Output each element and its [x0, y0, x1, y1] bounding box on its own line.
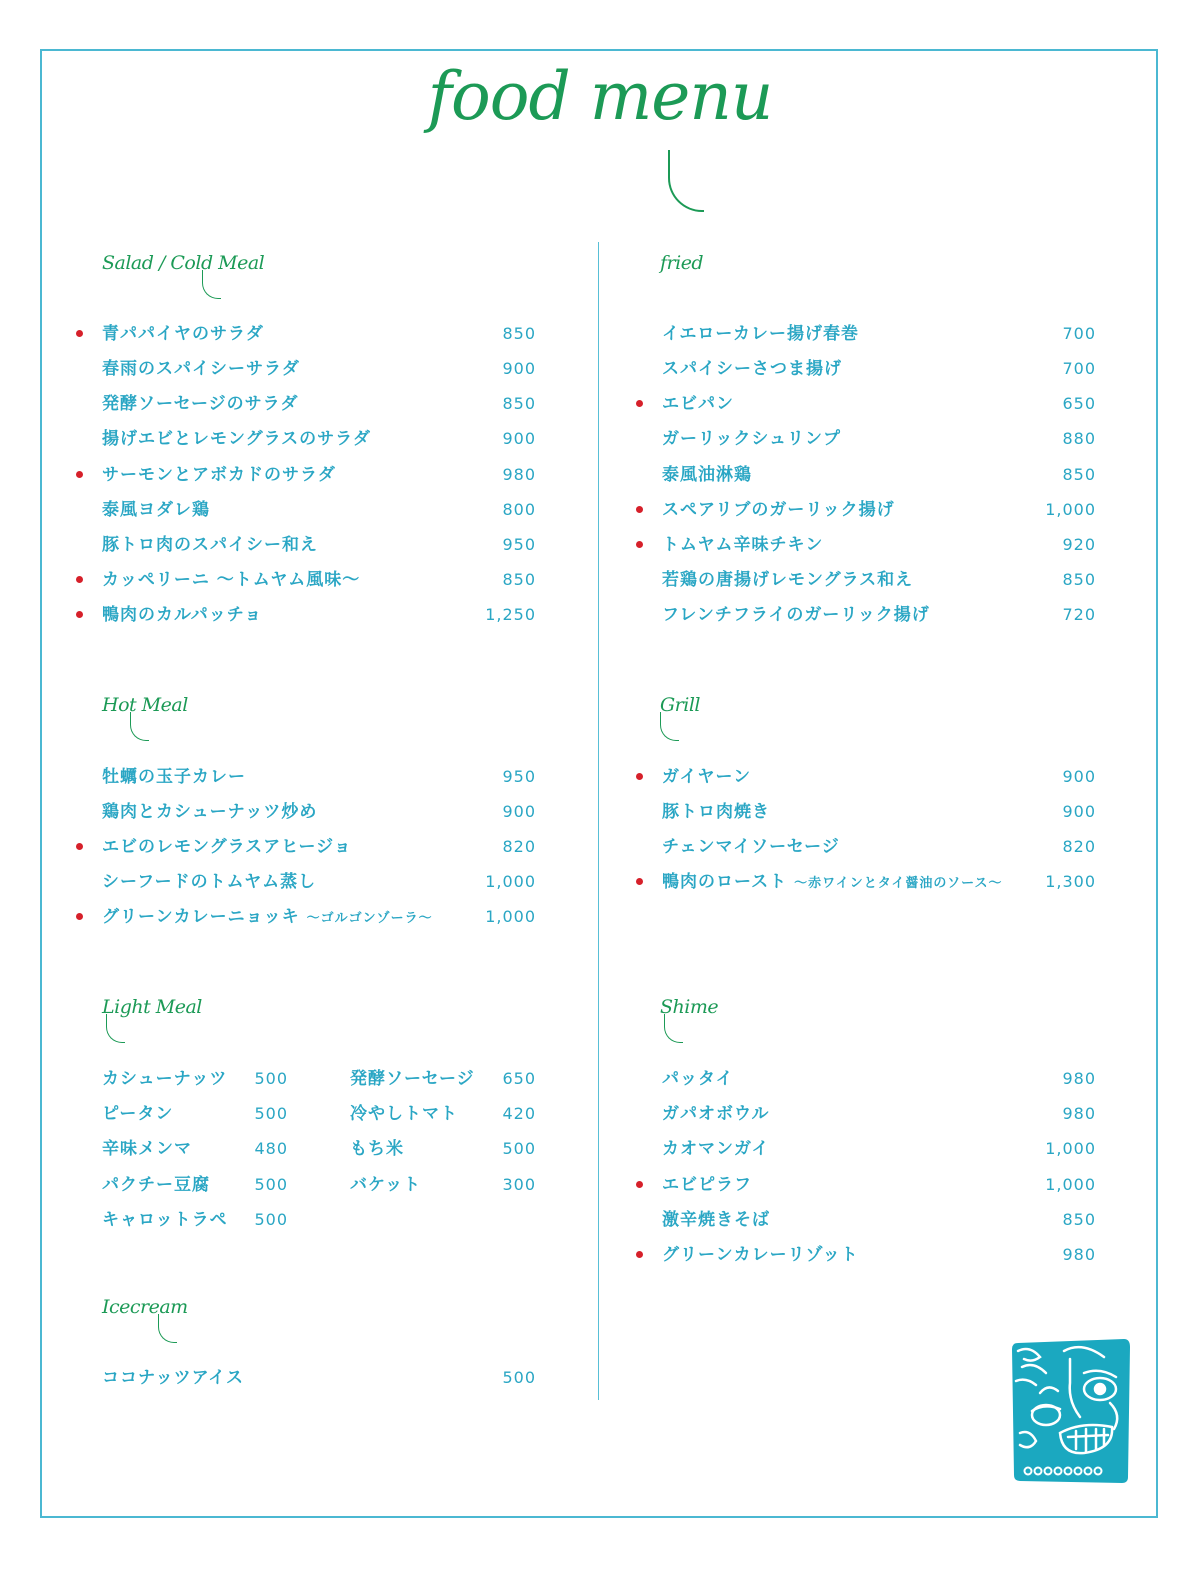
menu-item: 春雨のスパイシーサラダ 900	[102, 359, 536, 379]
menu-item: サーモンとアボカドのサラダ 980	[102, 463, 536, 487]
recommended-dot	[636, 400, 643, 407]
recommended-dot	[636, 1251, 643, 1258]
menu-item: エビのレモングラスアヒージョ 820	[102, 835, 536, 859]
menu-item: 鴨肉のカルパッチョ 1,250	[102, 603, 536, 627]
recommended-dot	[76, 576, 83, 583]
menu-title: food menu	[420, 32, 780, 192]
recommended-dot	[636, 1181, 643, 1188]
menu-item: ピータン 500	[102, 1104, 288, 1124]
menu-item: 豚トロ肉焼き 900	[662, 802, 1096, 822]
recommended-dot	[636, 773, 643, 780]
section-title-hot: Hot Meal	[102, 694, 188, 716]
menu-item: スペアリブのガーリック揚げ 1,000	[662, 498, 1096, 522]
menu-item: 泰風ヨダレ鶏 800	[102, 500, 536, 520]
recommended-dot	[636, 878, 643, 885]
menu-item: 辛味メンマ 480	[102, 1139, 288, 1159]
recommended-dot	[76, 843, 83, 850]
menu-item: ガイヤーン 900	[662, 765, 1096, 789]
section-title-grill: Grill	[660, 694, 700, 716]
menu-item: 激辛焼きそば 850	[662, 1210, 1096, 1230]
section-title-shime: Shime	[660, 996, 718, 1018]
menu-item: 鴨肉のロースト ～赤ワインとタイ醤油のソース～ 1,300	[662, 870, 1096, 894]
menu-item: 泰風油淋鶏 850	[662, 465, 1096, 485]
menu-item: カシューナッツ 500	[102, 1069, 288, 1089]
menu-item: グリーンカレーリゾット 980	[662, 1243, 1096, 1267]
menu-item: 若鶏の唐揚げレモングラス和え 850	[662, 570, 1096, 590]
menu-item: 鶏肉とカシューナッツ炒め 900	[102, 802, 536, 822]
menu-item: パクチー豆腐 500	[102, 1175, 288, 1195]
section-title-light: Light Meal	[102, 996, 202, 1018]
menu-item: フレンチフライのガーリック揚げ 720	[662, 605, 1096, 625]
column-divider	[598, 242, 599, 1400]
menu-item: エビパン 650	[662, 392, 1096, 416]
menu-item: チェンマイソーセージ 820	[662, 837, 1096, 857]
menu-item: シーフードのトムヤム蒸し 1,000	[102, 872, 536, 892]
recommended-dot	[636, 506, 643, 513]
menu-item: もち米 500	[350, 1139, 536, 1159]
menu-item: ガーリックシュリンプ 880	[662, 429, 1096, 449]
menu-item: 冷やしトマト 420	[350, 1104, 536, 1124]
recommended-dot	[636, 541, 643, 548]
section-title-fried: fried	[660, 252, 704, 274]
recommended-dot	[76, 913, 83, 920]
recommended-dot	[76, 611, 83, 618]
menu-item: スパイシーさつま揚げ 700	[662, 359, 1096, 379]
menu-item: ココナッツアイス 500	[102, 1368, 536, 1388]
mascot-face-icon	[1010, 1337, 1132, 1485]
menu-item: キャロットラペ 500	[102, 1210, 288, 1230]
menu-item: パッタイ 980	[662, 1069, 1096, 1089]
menu-item: エビピラフ 1,000	[662, 1173, 1096, 1197]
menu-item: 揚げエビとレモングラスのサラダ 900	[102, 429, 536, 449]
menu-item: 豚トロ肉のスパイシー和え 950	[102, 535, 536, 555]
menu-item: トムヤム辛味チキン 920	[662, 533, 1096, 557]
section-title-icecream: Icecream	[102, 1296, 188, 1318]
menu-item: ガパオボウル 980	[662, 1104, 1096, 1124]
recommended-dot	[76, 471, 83, 478]
menu-item: 発酵ソーセージ 650	[350, 1069, 536, 1089]
menu-item: 青パパイヤのサラダ 850	[102, 322, 536, 346]
menu-item: 発酵ソーセージのサラダ 850	[102, 394, 536, 414]
menu-item: 牡蠣の玉子カレー 950	[102, 767, 536, 787]
section-title-salad: Salad / Cold Meal	[102, 252, 264, 274]
menu-item: イエローカレー揚げ春巻 700	[662, 324, 1096, 344]
recommended-dot	[76, 330, 83, 337]
menu-item: バケット 300	[350, 1175, 536, 1195]
menu-item: グリーンカレーニョッキ ～ゴルゴンゾーラ～ 1,000	[102, 905, 536, 929]
menu-item: カッペリーニ ～トムヤム風味～ 850	[102, 568, 536, 592]
menu-item: カオマンガイ 1,000	[662, 1139, 1096, 1159]
